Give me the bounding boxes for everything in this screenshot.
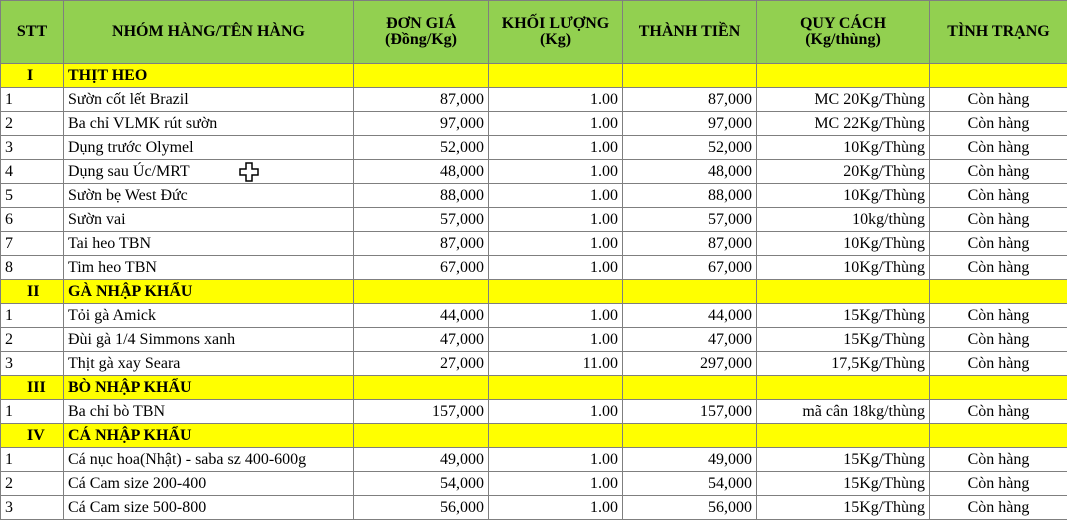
group-id[interactable]: IV [1, 424, 64, 448]
cell-weight[interactable]: 1.00 [489, 400, 623, 424]
cell-status[interactable]: Còn hàng [930, 328, 1067, 352]
cell-stt[interactable]: 8 [1, 256, 64, 280]
cell-total[interactable]: 52,000 [623, 136, 757, 160]
cell-price[interactable]: 67,000 [354, 256, 489, 280]
group-row [1, 64, 1067, 88]
cell-stt[interactable]: 3 [1, 352, 64, 376]
group-empty-cell[interactable] [489, 64, 623, 88]
cell-name[interactable]: Cá Cam size 500-800 [64, 496, 354, 520]
cell-name[interactable]: Dụng sau Úc/MRT [64, 160, 354, 184]
group-row [1, 376, 1067, 400]
cell-status[interactable]: Còn hàng [930, 88, 1067, 112]
cell-weight[interactable]: 1.00 [489, 304, 623, 328]
cell-status[interactable]: Còn hàng [930, 160, 1067, 184]
cell-spec[interactable]: 15Kg/Thùng [757, 472, 930, 496]
cell-stt[interactable]: 3 [1, 136, 64, 160]
group-empty-cell[interactable] [489, 376, 623, 400]
cell-status[interactable]: Còn hàng [930, 496, 1067, 520]
cell-spec[interactable]: 15Kg/Thùng [757, 448, 930, 472]
cell-price[interactable]: 44,000 [354, 304, 489, 328]
cell-total[interactable]: 49,000 [623, 448, 757, 472]
table-row [1, 496, 1067, 520]
cell-stt[interactable]: 2 [1, 112, 64, 136]
table-row [1, 256, 1067, 280]
cell-price[interactable]: 52,000 [354, 136, 489, 160]
cell-price[interactable]: 87,000 [354, 232, 489, 256]
group-id[interactable]: II [1, 280, 64, 304]
cell-name[interactable]: Cá Cam size 200-400 [64, 472, 354, 496]
table-row [1, 304, 1067, 328]
group-name[interactable]: BÒ NHẬP KHẨU [64, 376, 354, 400]
cell-weight[interactable]: 1.00 [489, 208, 623, 232]
group-empty-cell[interactable] [623, 280, 757, 304]
header-price[interactable]: ĐƠN GIÁ (Đồng/Kg) [354, 1, 489, 64]
cell-name[interactable]: Sườn vai [64, 208, 354, 232]
cell-total[interactable]: 47,000 [623, 328, 757, 352]
cell-stt[interactable]: 1 [1, 304, 64, 328]
group-empty-cell[interactable] [489, 424, 623, 448]
cell-spec[interactable]: 20Kg/Thùng [757, 160, 930, 184]
header-status[interactable]: TÌNH TRẠNG [930, 1, 1067, 64]
group-name[interactable]: CÁ NHẬP KHẨU [64, 424, 354, 448]
cell-price[interactable]: 54,000 [354, 472, 489, 496]
cell-weight[interactable]: 1.00 [489, 328, 623, 352]
cell-total[interactable]: 57,000 [623, 208, 757, 232]
cell-status[interactable]: Còn hàng [930, 184, 1067, 208]
cell-status[interactable]: Còn hàng [930, 472, 1067, 496]
table-row [1, 448, 1067, 472]
cell-stt[interactable]: 2 [1, 328, 64, 352]
group-empty-cell[interactable] [930, 424, 1067, 448]
group-name[interactable]: GÀ NHẬP KHẨU [64, 280, 354, 304]
group-empty-cell[interactable] [757, 64, 930, 88]
group-empty-cell[interactable] [354, 376, 489, 400]
table-row [1, 184, 1067, 208]
cell-weight[interactable]: 1.00 [489, 448, 623, 472]
cell-stt[interactable]: 2 [1, 472, 64, 496]
header-total[interactable]: THÀNH TIỀN [623, 1, 757, 64]
cell-name[interactable]: Tai heo TBN [64, 232, 354, 256]
cell-total[interactable]: 157,000 [623, 400, 757, 424]
table-row [1, 160, 1067, 184]
cell-stt[interactable]: 1 [1, 448, 64, 472]
cell-weight[interactable]: 1.00 [489, 112, 623, 136]
cell-total[interactable]: 67,000 [623, 256, 757, 280]
cell-weight[interactable]: 1.00 [489, 160, 623, 184]
cell-price[interactable]: 97,000 [354, 112, 489, 136]
cell-stt[interactable]: 6 [1, 208, 64, 232]
cell-spec[interactable]: 15Kg/Thùng [757, 496, 930, 520]
cell-spec[interactable]: 10Kg/Thùng [757, 256, 930, 280]
cell-status[interactable]: Còn hàng [930, 232, 1067, 256]
group-empty-cell[interactable] [930, 376, 1067, 400]
cell-status[interactable]: Còn hàng [930, 208, 1067, 232]
cell-price[interactable]: 57,000 [354, 208, 489, 232]
cell-price[interactable]: 87,000 [354, 88, 489, 112]
cell-spec[interactable]: 10Kg/Thùng [757, 184, 930, 208]
group-row [1, 280, 1067, 304]
cell-name[interactable]: Dụng trước Olymel [64, 136, 354, 160]
cell-price[interactable]: 157,000 [354, 400, 489, 424]
cell-stt[interactable]: 1 [1, 400, 64, 424]
cell-stt[interactable]: 1 [1, 88, 64, 112]
cell-price[interactable]: 49,000 [354, 448, 489, 472]
group-empty-cell[interactable] [354, 424, 489, 448]
header-weight[interactable]: KHỐI LƯỢNG (Kg) [489, 1, 623, 64]
cell-weight[interactable]: 1.00 [489, 256, 623, 280]
cell-name[interactable]: Cá nục hoa(Nhật) - saba sz 400-600g [64, 448, 354, 472]
cell-price[interactable]: 27,000 [354, 352, 489, 376]
cell-total[interactable]: 44,000 [623, 304, 757, 328]
cell-total[interactable]: 48,000 [623, 160, 757, 184]
cell-status[interactable]: Còn hàng [930, 400, 1067, 424]
cell-price[interactable]: 56,000 [354, 496, 489, 520]
cell-status[interactable]: Còn hàng [930, 112, 1067, 136]
cell-status[interactable]: Còn hàng [930, 448, 1067, 472]
table-row [1, 136, 1067, 160]
cell-total[interactable]: 54,000 [623, 472, 757, 496]
group-empty-cell[interactable] [354, 280, 489, 304]
cell-name[interactable]: Ba chỉ bò TBN [64, 400, 354, 424]
cell-price[interactable]: 48,000 [354, 160, 489, 184]
cell-spec[interactable]: mã cân 18kg/thùng [757, 400, 930, 424]
cell-price[interactable]: 88,000 [354, 184, 489, 208]
cell-status[interactable]: Còn hàng [930, 304, 1067, 328]
group-name[interactable]: THỊT HEO [64, 64, 354, 88]
cell-total[interactable]: 87,000 [623, 232, 757, 256]
header-name[interactable]: NHÓM HÀNG/TÊN HÀNG [64, 1, 354, 64]
cell-total[interactable]: 87,000 [623, 88, 757, 112]
cell-name[interactable]: Tim heo TBN [64, 256, 354, 280]
cell-spec[interactable]: 15Kg/Thùng [757, 304, 930, 328]
group-empty-cell[interactable] [930, 64, 1067, 88]
cell-spec[interactable]: MC 22Kg/Thùng [757, 112, 930, 136]
cell-spec[interactable]: 10Kg/Thùng [757, 232, 930, 256]
group-empty-cell[interactable] [930, 280, 1067, 304]
group-empty-cell[interactable] [623, 424, 757, 448]
cell-weight[interactable]: 11.00 [489, 352, 623, 376]
cell-name[interactable]: Ba chỉ VLMK rút sườn [64, 112, 354, 136]
cell-name[interactable]: Thịt gà xay Seara [64, 352, 354, 376]
cell-stt[interactable]: 4 [1, 160, 64, 184]
cell-spec[interactable]: MC 20Kg/Thùng [757, 88, 930, 112]
group-row [1, 424, 1067, 448]
cell-weight[interactable]: 1.00 [489, 472, 623, 496]
cell-spec[interactable]: 10kg/thùng [757, 208, 930, 232]
group-empty-cell[interactable] [623, 64, 757, 88]
table-row [1, 112, 1067, 136]
cell-spec[interactable]: 15Kg/Thùng [757, 328, 930, 352]
cell-weight[interactable]: 1.00 [489, 496, 623, 520]
header-spec[interactable]: QUY CÁCH (Kg/thùng) [757, 1, 930, 64]
cell-weight[interactable]: 1.00 [489, 232, 623, 256]
group-empty-cell[interactable] [354, 64, 489, 88]
cell-stt[interactable]: 7 [1, 232, 64, 256]
table-row [1, 400, 1067, 424]
cell-stt[interactable]: 5 [1, 184, 64, 208]
table-body [1, 64, 1067, 520]
table-row [1, 328, 1067, 352]
cell-total[interactable]: 88,000 [623, 184, 757, 208]
table-row [1, 232, 1067, 256]
cell-total[interactable]: 97,000 [623, 112, 757, 136]
group-empty-cell[interactable] [757, 280, 930, 304]
cell-status[interactable]: Còn hàng [930, 256, 1067, 280]
table-row [1, 208, 1067, 232]
group-id[interactable]: I [1, 64, 64, 88]
cell-stt[interactable]: 3 [1, 496, 64, 520]
cell-total[interactable]: 56,000 [623, 496, 757, 520]
cell-name[interactable]: Sườn bẹ West Đức [64, 184, 354, 208]
cell-price[interactable]: 47,000 [354, 328, 489, 352]
group-empty-cell[interactable] [757, 424, 930, 448]
cell-weight[interactable]: 1.00 [489, 184, 623, 208]
cell-status[interactable]: Còn hàng [930, 352, 1067, 376]
table-row [1, 472, 1067, 496]
group-empty-cell[interactable] [623, 376, 757, 400]
group-id[interactable]: III [1, 376, 64, 400]
cell-name[interactable]: Sườn cốt lết Brazil [64, 88, 354, 112]
cell-spec[interactable]: 10Kg/Thùng [757, 136, 930, 160]
cell-spec[interactable]: 17,5Kg/Thùng [757, 352, 930, 376]
cell-status[interactable]: Còn hàng [930, 136, 1067, 160]
cell-weight[interactable]: 1.00 [489, 88, 623, 112]
group-empty-cell[interactable] [489, 280, 623, 304]
group-empty-cell[interactable] [757, 376, 930, 400]
cell-name[interactable]: Tỏi gà Amick [64, 304, 354, 328]
cell-weight[interactable]: 1.00 [489, 136, 623, 160]
cell-name[interactable]: Đùi gà 1/4 Simmons xanh [64, 328, 354, 352]
header-stt[interactable]: STT [1, 1, 64, 64]
header-row [1, 1, 1067, 64]
table-row [1, 352, 1067, 376]
cell-total[interactable]: 297,000 [623, 352, 757, 376]
table-row [1, 88, 1067, 112]
